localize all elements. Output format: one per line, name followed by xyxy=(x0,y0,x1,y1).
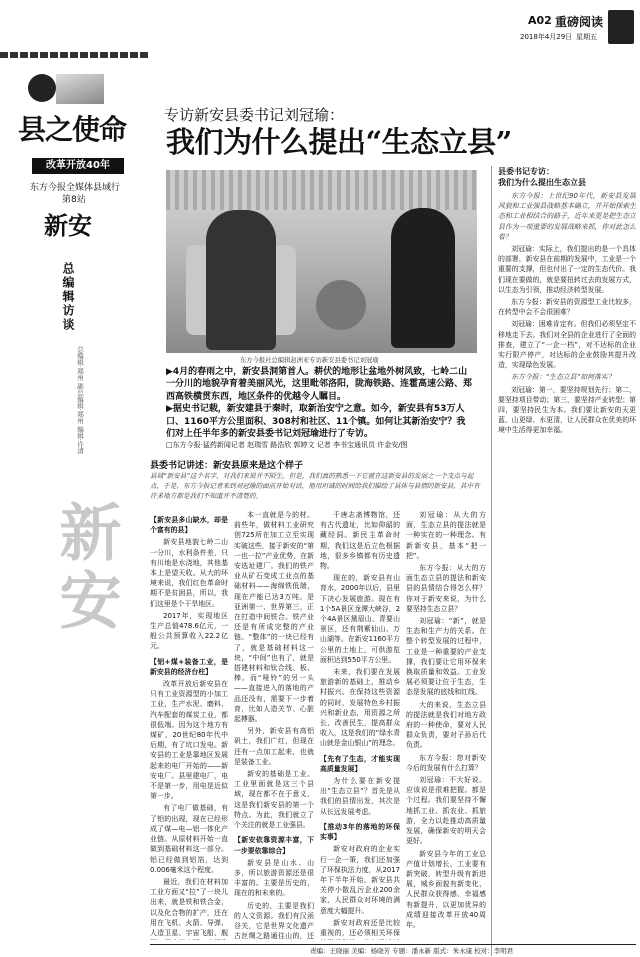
watermark-text: 新安 xyxy=(49,500,122,636)
footer-credits: 责编：王晓丽 美编：杨晓芳 专题：潘永新 版式：朱永康 校对：李明君 xyxy=(310,947,514,955)
paragraph: 新安县地貌七岭二山一分川，水利条件差，只有川地是水浇地，其他基本上是望天收。从大的环境来说，我们红色革命时期不是贫困县，所以，我们这里是个干旱地区。 xyxy=(150,538,228,608)
side-column-staff: 总编辑·郑州 副总编辑·郑州 编辑·许清 xyxy=(76,346,84,454)
lead-text xyxy=(166,366,472,450)
photo-caption: 东方今报社总编辑赵洲亚专访新安县委书记刘冠瑜 xyxy=(240,357,379,364)
sidebar-a4: 刘冠瑜：第一，要坚持规划先行；第二，要坚持项目带动；第三，要坚持产业转型；第四，要坚持民生为本。我们要让新安的天更蓝、山更绿、水更清，让人民群众在优美的环境中生活得更加幸福。 xyxy=(498,385,636,435)
party-emblem-icon xyxy=(28,74,56,102)
paragraph: 2017年，实现地区生产总值478.6亿元，一般公共预算收入22.2亿元。 xyxy=(150,611,228,651)
weekday: 星期五 xyxy=(576,33,597,41)
side-column xyxy=(58,262,84,492)
section-name: 重磅阅读 xyxy=(555,15,604,29)
paragraph: 千唐志斋博物馆，还有古代遗址，比如仰韶的藏经洞。新民主革命时期，我们这是后立色根据地，很多乡镇都有历史遗物。 xyxy=(320,511,400,571)
body-column-1 xyxy=(150,510,228,940)
bookshelf xyxy=(166,170,477,210)
paragraph: 刘冠瑜：“新”，就是生态和生产力的关系。在整个转型发展的过程中，工业是一种重要的产业支撑，我们要让它用环保来换取质量和效益。工业发展必须要让位于生态，生态是发展的底线和红线。 xyxy=(406,617,486,697)
county-name: 新安 xyxy=(44,211,92,240)
date-line: 2018年4月29日 xyxy=(520,33,573,41)
person-left xyxy=(206,210,276,350)
paragraph: 新安的基础是工业。工业里面就是这三个县域，现在都不在于意义，这是我们新安县的第一个特点。为此，我们就立了个关注的就是工业强县。 xyxy=(234,770,314,830)
flower-table xyxy=(316,280,366,330)
stop-number: 第8站 xyxy=(62,195,86,205)
body-column-2 xyxy=(234,510,314,940)
paragraph: 大的来说，生态立县的提法就是我们对地方政府的一种使命，要对人民群众负责，要对子孙后代负责。 xyxy=(406,700,486,750)
slogan-badge: 改革开放40年 xyxy=(32,158,124,174)
paragraph: 东方今报：从大的方面生态立县的提法和新安县的县情结合得怎么样？你对于新安来说，为什么要坚持生态立县？ xyxy=(406,564,486,613)
paragraph: 历史的，主要是我们的人文资源。我们有汉函谷关，它是世界文化遗产古丝绸之路通往山的，还 xyxy=(234,901,314,940)
headline-main: 我们为什么提出“生态立县” xyxy=(166,125,512,159)
body-section-title: 县委书记讲述：新安县原来是这个样子 xyxy=(150,461,304,471)
page-code: A02 xyxy=(528,14,552,27)
footer-rule xyxy=(150,944,636,945)
lead-credits: □东方今报·猛药新闻记者 赵瑞雪 路浩欣 郭婷文 记者 李书宝通讯员 许金安/图 xyxy=(166,441,408,450)
sidebar-a3: 刘冠瑜：困难肯定有。但我们必须坚定不移地走下去。我们对全县的企业进行了全面的排查，建立了“一企一档”，对不达标的企业实行限产停产，对达标的企业鼓励其提升改造，实现绿色发展。 xyxy=(498,320,636,370)
lead-paragraph-2: ▶据史书记载，新安建县于秦时，取新治安宁之意。如今，新安县有53万人口、1160平方公里面积、308村和社区、11个镇。如何让其新治安宁？我们对上任半年多的新安县委书记刘冠瑜进行了专访。 xyxy=(166,404,466,440)
paragraph: 现在的，新安县有山育水，2000年以后，县里下决心发展旅游。现在有1个5A景区龙潭大峡谷，2个4A景区黛眉山、青要山景区，还有荆紫仙山、万山湖等。在新安1160平方公里的土地上，可供游览面积达到550平方公里。 xyxy=(320,574,400,664)
headline-kicker: 专访新安县委书记刘冠瑜： xyxy=(164,106,345,124)
star-banner xyxy=(0,52,150,58)
paragraph: 新安对政府的企业实行一企一策，我们还加强了环保执法力度，从2017年下半年开始，新安县共关停小散乱污企业200余家，人民群众对环境的满意度大幅提升。 xyxy=(320,845,400,915)
paragraph: 东方今报：您对新安今后的发展有什么打算？ xyxy=(406,753,486,772)
subheading: 【 新安县多山缺水，却是个富有的县 】 xyxy=(150,515,228,535)
paragraph: 为什么要在新安提出“生态立县”？首先是从我们的县情出发，其次是从长远发展考虑。 xyxy=(320,777,400,816)
brand-title: 县之使命 xyxy=(18,113,127,146)
subheading: 【 铝+煤+装备工业，是新安县的经济台柱 】 xyxy=(150,657,228,677)
masthead xyxy=(0,0,150,260)
subheading: 【 推动3年的落地的环保实事 】 xyxy=(320,822,400,842)
paragraph: 刘冠瑜：不大好说。应该说是很难把握。都是个过程。我们要坚持不懈地抓工业、抓农业、抓旅游，全力以赴推动高质量发展，确保新安的明天会更好。 xyxy=(406,776,486,846)
paragraph: 刘冠瑜：从大的方面，生态立县的提法就是一种实在的一种理念。有新新安县，基本“把一把”。 xyxy=(406,511,486,560)
body-column-3 xyxy=(320,510,400,940)
body-column-4 xyxy=(406,510,486,940)
sidebar-q2: 东方今报：“生态立县”如何落实？ xyxy=(511,373,615,382)
paragraph: 新安对政府还是比较重视的，还必须相关环保 xyxy=(320,918,400,937)
sidebar-a2: 东方今报：新安县的资源型工业比较多，在转型中会不会很困难？ xyxy=(498,298,636,317)
interview-photo xyxy=(166,170,477,353)
subheading: 【 先有了生态，才能实现高质量发展 】 xyxy=(320,754,400,774)
person-right xyxy=(391,208,455,348)
sidebar-body xyxy=(498,191,636,438)
paragraph: 新安县今年的工业总产值计划增长，工业要有新突破，转型升级有新进展，城乡面貌有新变化，人民群众获得感、幸福感有新提升，以更加优异的成绩迎接改革开放40周年。 xyxy=(406,849,486,929)
paragraph: 未来，我们要在发展旅游新的基础上，推动乡村振兴。在保持这些资源的同时，发展特色乡村振兴和新业态，用资源之所长，改善民生，提高群众收入，这是我们的“绿水青山就是金山银山”的理念。 xyxy=(320,668,400,748)
sidebar-title-1: 县委书记专访： xyxy=(498,167,554,176)
org-line: 东方今报全媒体县域行 xyxy=(30,183,121,193)
sidebar-a1: 刘冠瑜：实际上，我们提出的是一个具体的部署，新安县在前期的发展中，工业是一个重要的支撑，但也付出了一定的生态代价。我们现在要做的，就是要扭转过去的发展方式，以生态为引领，推动经济转型发展。 xyxy=(498,245,636,294)
paragraph: 有了电厂做基础，有了铝的出现，现在已经形成了煤—电—铝一体化产业链。从原材料开始一直做到基础材料这一部分。铝已经做到铝箔，达到0.006毫米这个程度。 xyxy=(150,804,228,874)
sidebar-title-2: 我们为什么提出生态立县 xyxy=(498,178,586,187)
subheading: 【 新安依靠资源丰富，下一步要依靠综合 】 xyxy=(234,835,314,855)
paragraph: 最近，我们在材料加工业方面又“拉”了一块儿出来，就是铁和铁合金，以及化合物的扩产，还在用在飞机、火箭、导弹、人造卫星、宇宙飞船、舰 xyxy=(150,877,228,937)
paragraph: 另外，新安县有高铝矾土，我们广红，但现在还有一点加工起来，也就是装备工业。 xyxy=(234,727,314,766)
paragraph: 本一直就是今的材。前些年，做材料工业研究创725所在加工立至实现实破这些，接于新安的“第一也一拉”产业优势，在新安选址建厂。我们的铁产业从矿石变成工业点的基础材料——海绵铁低端，现在产能已达3万吨。是亚洲第一、世界第三，正在打造中间铁合。铁产业还是有所成完整的产业链。“整体”的一块已经有了，就是基础材料这一块，“中间”也有了，就是搭建材料和钛合线、板、棒。而“哑铃”的另一头——直接进入的落地的产品还没有，需要下一步着育，比如人造关节、心脏起搏器。 xyxy=(234,511,314,724)
sidebar xyxy=(498,166,636,942)
red-flag-icon xyxy=(56,74,104,104)
paragraph: 改革开放后新安县在只有工业资源型的小加工工业，生产水泥、磨料、汽车配套的煤炭工业，都很低端。因为这个地方有煤矿，20世纪80年代中后期，有了坑口发电。新安县的工业是靠地区发展起来的电厂开始的——新安电厂。县里建电厂，电不是第一步，用电是近似第一步。 xyxy=(150,680,228,801)
paper-logo xyxy=(608,10,634,44)
paragraph: 新安县是山水、山多，所以旅游资源还是很丰富的。主要是历史的，现在的和未来的。 xyxy=(234,858,314,898)
side-column-title: 总编辑访谈 xyxy=(61,262,75,332)
lead-paragraph-1: ▶4月的春雨之中，新安县洞第首人。耕伏的地形让盆地外树风致，七岭二山一分川的地貌孕育着美丽风光，这里毗邻洛阳，陇海铁路、连霍高速公路、郑西高铁横贯东西，地区条件的优越令人瞩目。 xyxy=(166,367,473,402)
body-intro: 县域“新安县”这个名字，对我们来说并不陌生，但是，我们真的熟悉一下它就在这新安县的发展之一个支点与起点，于是，东方今报记者来到刘冠瑜的面前开始对话，他用坦诚的时间给我们描绘了县体与县情的新安县，其中有许多地方都是我们不知道并不清楚的。 xyxy=(150,472,480,500)
sidebar-divider xyxy=(491,166,492,956)
sidebar-q1: 东方今报：上世纪90年代，新安县发展风貌和工业强县战略基本确立，并开始探索生态和工业相结合的路子，近年来更是把生态立县作为一项重要的发展战略来抓，你对此怎么看？ xyxy=(498,192,636,241)
